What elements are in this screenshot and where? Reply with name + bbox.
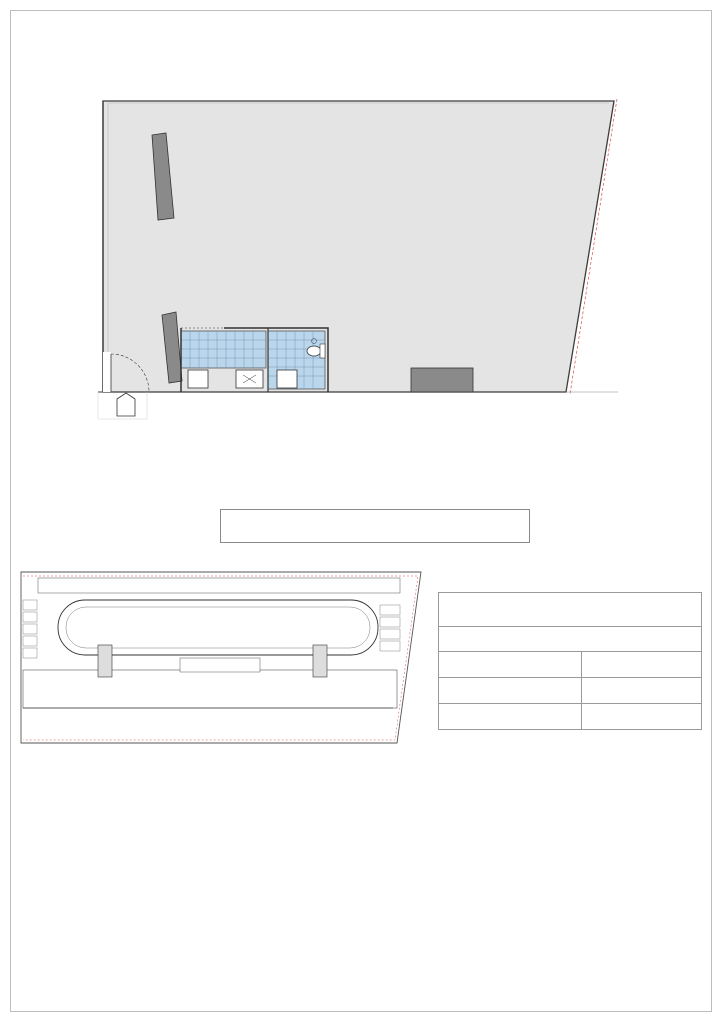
- suite-area-label: [439, 652, 582, 678]
- suite-area-value: [582, 652, 702, 678]
- unit-no-row: [439, 627, 702, 652]
- total-area-value: [582, 704, 702, 730]
- info-row: [439, 652, 702, 678]
- info-heading: [439, 593, 702, 627]
- info-row: [439, 678, 702, 704]
- terrace-area-value: [582, 678, 702, 704]
- terrace-area-label: [439, 678, 582, 704]
- total-area-label: [439, 704, 582, 730]
- unit-info-table: [438, 592, 702, 730]
- info-row: [439, 704, 702, 730]
- unit-title: [220, 509, 530, 543]
